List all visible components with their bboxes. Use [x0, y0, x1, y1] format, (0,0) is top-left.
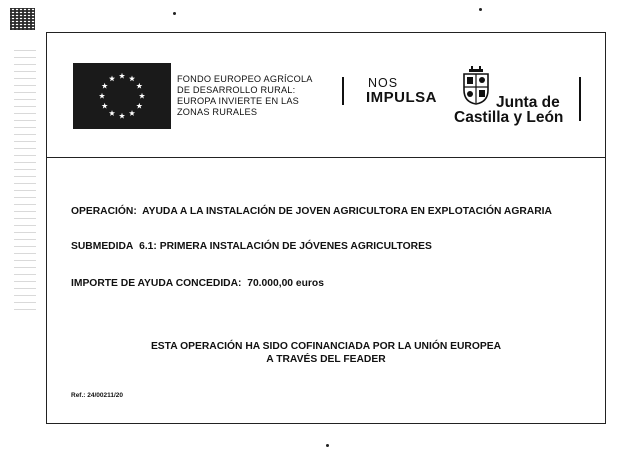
margin-registration-stamp	[14, 50, 36, 310]
header-divider	[47, 157, 605, 158]
amount-value: 70.000,00 euros	[247, 278, 324, 289]
fund-line: FONDO EUROPEO AGRÍCOLA	[177, 74, 313, 84]
scan-speck	[326, 444, 329, 447]
eu-star	[102, 103, 108, 109]
cofinance-line2: A TRAVÉS DEL FEADER	[266, 354, 386, 365]
eu-flag-logo	[73, 63, 171, 129]
eu-stars-icon	[73, 63, 171, 129]
header-right-separator	[579, 77, 581, 121]
operation-line	[71, 206, 552, 217]
header-separator	[342, 77, 344, 105]
eu-star	[102, 83, 108, 89]
castilla-leon-crest-icon	[462, 66, 490, 106]
submeasure-line	[71, 241, 432, 252]
eu-star	[129, 110, 135, 116]
submeasure-label: SUBMEDIDA	[71, 241, 134, 252]
amount-label: IMPORTE DE AYUDA CONCEDIDA:	[71, 278, 242, 289]
eu-star	[129, 75, 135, 81]
fund-line: EUROPA INVIERTE EN LAS	[177, 96, 300, 106]
scan-speck	[173, 12, 176, 15]
cofinance-line1: ESTA OPERACIÓN HA SIDO COFINANCIADA POR LA UNIÓN EUROPEA	[150, 341, 502, 352]
eu-star	[99, 93, 105, 99]
fund-line: ZONAS RURALES	[177, 107, 258, 117]
eu-star	[136, 103, 142, 109]
junta-title-line1: Junta de	[496, 94, 560, 111]
nos-impulsa-top: NOS	[368, 76, 399, 90]
reference-number: Ref.: 24/00211/20	[71, 392, 124, 399]
junta-title-line2: Castilla y León	[454, 109, 564, 126]
eu-star	[119, 113, 125, 119]
operation-label: OPERACIÓN:	[71, 206, 137, 217]
poster-frame	[46, 32, 606, 424]
nos-impulsa-bottom: IMPULSA	[366, 89, 437, 106]
scan-speck	[479, 8, 482, 11]
amount-line	[71, 278, 324, 289]
qr-code	[10, 8, 35, 30]
eu-star	[139, 93, 145, 99]
operation-value: AYUDA A LA INSTALACIÓN DE JOVEN AGRICULTORA EN EXPLOTACIÓN AGRARIA	[142, 206, 552, 217]
eu-star	[109, 75, 115, 81]
eu-star	[119, 73, 125, 79]
eu-star	[109, 110, 115, 116]
fund-line: DE DESARROLLO RURAL:	[177, 85, 296, 95]
submeasure-value: 6.1: PRIMERA INSTALACIÓN DE JÓVENES AGRICULTORES	[139, 241, 432, 252]
eu-star	[136, 83, 142, 89]
feader-fund-text	[177, 74, 313, 118]
